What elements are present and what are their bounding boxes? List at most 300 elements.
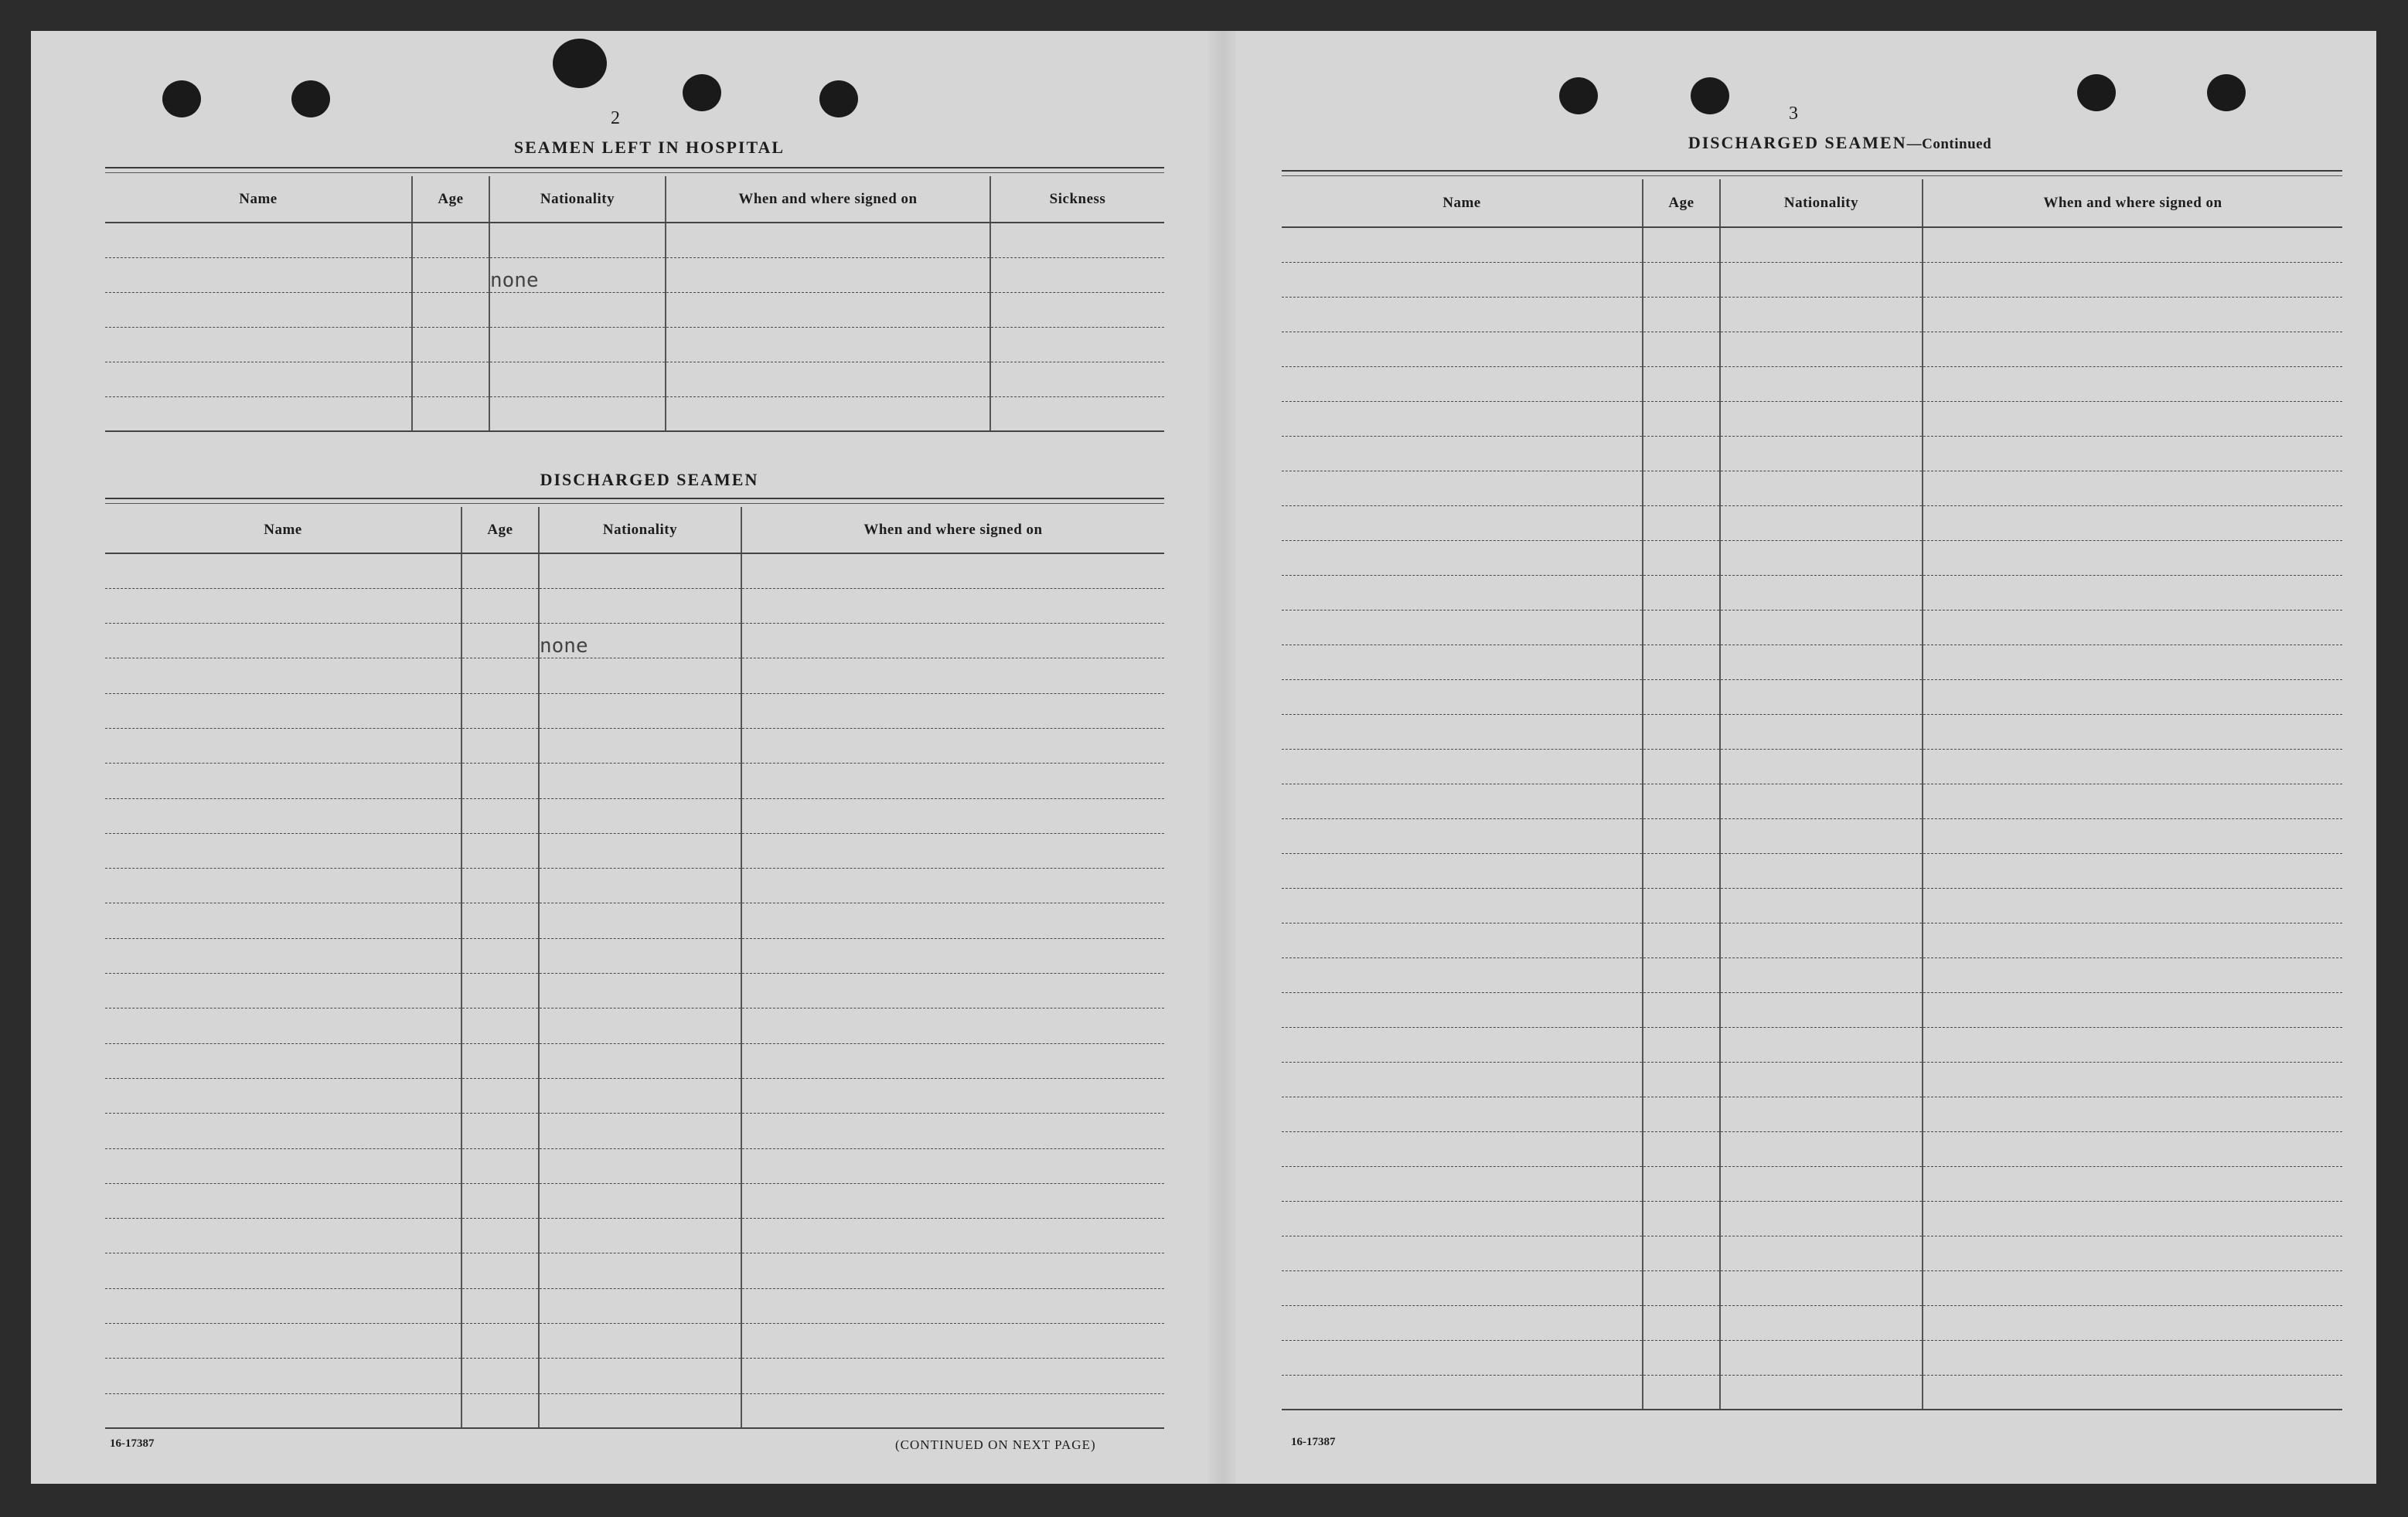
table-cell [1282, 401, 1643, 436]
table-cell [666, 327, 990, 362]
table-row [1282, 1166, 2342, 1201]
table-cell [666, 362, 990, 396]
title-suffix: —Continued [1906, 136, 1992, 152]
table-cell [462, 693, 539, 728]
table-cell [1643, 505, 1720, 540]
table-row [1282, 575, 2342, 610]
table-row [1282, 505, 2342, 540]
table-cell [105, 223, 412, 257]
table-cell [1923, 888, 2342, 923]
table-cell [105, 1008, 462, 1043]
table-row [1282, 1131, 2342, 1166]
table-cell [1282, 540, 1643, 575]
table-cell [990, 223, 1164, 257]
table-cell [1720, 1131, 1923, 1166]
table-cell [1720, 332, 1923, 366]
table-cell [1282, 610, 1643, 645]
table-row [105, 1324, 1164, 1359]
table-cell [741, 624, 1164, 658]
table-cell [1282, 1166, 1643, 1201]
col-header-age: Age [412, 176, 489, 223]
table-cell [539, 1219, 741, 1253]
table-cell [1923, 436, 2342, 471]
table-cell [990, 396, 1164, 431]
table-row [105, 1078, 1164, 1113]
table-cell [1923, 923, 2342, 957]
table-row [1282, 1340, 2342, 1375]
table-cell [741, 974, 1164, 1008]
table-cell [462, 1183, 539, 1218]
table-cell [990, 362, 1164, 396]
table-cell [1720, 540, 1923, 575]
table-cell [105, 362, 412, 396]
table-row [105, 327, 1164, 362]
table-cell [1720, 818, 1923, 853]
table-row [1282, 471, 2342, 505]
typed-entry: none [539, 624, 741, 658]
table-row [1282, 262, 2342, 297]
table-cell [1923, 1097, 2342, 1131]
table-cell [539, 1078, 741, 1113]
table-cell [1282, 505, 1643, 540]
table-cell [1643, 1305, 1720, 1340]
table-cell [1720, 1027, 1923, 1062]
punch-hole [553, 39, 607, 88]
page-number-right: 3 [1789, 104, 1798, 124]
table-cell [105, 1288, 462, 1323]
table-cell [1923, 471, 2342, 505]
table-cell [1282, 714, 1643, 749]
form-number-left: 16-17387 [110, 1437, 155, 1450]
table-cell [539, 728, 741, 763]
table-cell [539, 693, 741, 728]
table-row [1282, 332, 2342, 366]
table-row [105, 292, 1164, 327]
table-cell [1282, 679, 1643, 714]
ledger-sheet [31, 31, 2376, 1484]
col-header-when-where: When and where signed on [1923, 179, 2342, 227]
continued-note: (CONTINUED ON NEXT PAGE) [895, 1437, 1096, 1452]
table-cell [741, 693, 1164, 728]
table-cell [489, 362, 666, 396]
table-row [105, 658, 1164, 693]
punch-hole [1559, 77, 1598, 114]
table-row [1282, 1027, 2342, 1062]
table-cell [1643, 297, 1720, 332]
table-cell [462, 1359, 539, 1393]
table-row [1282, 1097, 2342, 1131]
table-cell [105, 588, 462, 623]
table-cell [1923, 957, 2342, 992]
table-row [1282, 749, 2342, 784]
table-cell [1643, 1062, 1720, 1097]
table-cell [1720, 262, 1923, 297]
table-cell [1282, 1131, 1643, 1166]
col-header-sickness: Sickness [990, 176, 1164, 223]
table-cell [462, 588, 539, 623]
table-cell [741, 1359, 1164, 1393]
table-cell [105, 833, 462, 868]
table-cell [1923, 784, 2342, 818]
table-cell [1923, 575, 2342, 610]
table-cell [741, 833, 1164, 868]
table-cell [1923, 297, 2342, 332]
table-cell [1282, 436, 1643, 471]
table-cell [105, 1393, 462, 1428]
table-cell [1643, 923, 1720, 957]
table-cell [1643, 888, 1720, 923]
table-cell [741, 1148, 1164, 1183]
table-cell [462, 1078, 539, 1113]
table-cell [539, 798, 741, 833]
table-cell [105, 1148, 462, 1183]
table-cell [1643, 1375, 1720, 1410]
table-cell [1643, 332, 1720, 366]
table-cell [1720, 888, 1923, 923]
table-row [105, 938, 1164, 973]
table-cell [105, 1043, 462, 1078]
table-cell [489, 223, 666, 257]
table-row [105, 1359, 1164, 1393]
table-cell [1923, 749, 2342, 784]
table-row [1282, 540, 2342, 575]
table-cell [1643, 436, 1720, 471]
table-cell [1643, 818, 1720, 853]
table-cell [1720, 401, 1923, 436]
table-cell [539, 833, 741, 868]
typed-entry: none [489, 257, 666, 292]
table-row [105, 223, 1164, 257]
table-cell [412, 327, 489, 362]
table-cell [1282, 784, 1643, 818]
table-cell [539, 938, 741, 973]
col-header-age: Age [462, 507, 539, 553]
table-cell [539, 869, 741, 903]
table-row [1282, 366, 2342, 401]
table-cell [539, 1324, 741, 1359]
punch-hole [2207, 74, 2246, 111]
table-cell [990, 257, 1164, 292]
table-cell [539, 903, 741, 938]
page-number-left: 2 [611, 108, 620, 128]
table-cell [105, 1183, 462, 1218]
table-row [1282, 1201, 2342, 1236]
table-row [1282, 610, 2342, 645]
table-cell [1720, 436, 1923, 471]
table-cell [462, 624, 539, 658]
table-cell [105, 938, 462, 973]
table-cell [462, 1114, 539, 1148]
table-cell [1282, 645, 1643, 679]
col-header-when-where: When and where signed on [666, 176, 990, 223]
table-cell [741, 798, 1164, 833]
table-cell [1720, 992, 1923, 1027]
table-cell [105, 798, 462, 833]
table-cell [1720, 1305, 1923, 1340]
table-cell [741, 1324, 1164, 1359]
table-cell [1282, 297, 1643, 332]
table-cell [1923, 992, 2342, 1027]
table-row [1282, 992, 2342, 1027]
table-cell [1720, 505, 1923, 540]
table-cell [1282, 923, 1643, 957]
table-row [105, 903, 1164, 938]
table-row [105, 396, 1164, 431]
table-cell [1282, 1340, 1643, 1375]
table-cell [1282, 471, 1643, 505]
table-cell [1282, 262, 1643, 297]
table-cell [1923, 1131, 2342, 1166]
table-cell [105, 764, 462, 798]
table-cell [1643, 749, 1720, 784]
table-row [105, 553, 1164, 588]
table-row [1282, 1270, 2342, 1305]
table-cell [741, 903, 1164, 938]
table-cell [1923, 366, 2342, 401]
table-cell [1720, 1166, 1923, 1201]
table-row [1282, 1062, 2342, 1097]
table-cell [1643, 957, 1720, 992]
table-cell [1643, 1097, 1720, 1131]
table-cell [1282, 227, 1643, 262]
table-cell [1923, 610, 2342, 645]
table-cell [462, 903, 539, 938]
table-cell [105, 624, 462, 658]
table-row [105, 1043, 1164, 1078]
table-cell [1282, 1236, 1643, 1270]
table-cell [105, 869, 462, 903]
table-cell [990, 292, 1164, 327]
table-cell [412, 396, 489, 431]
table-cell [1643, 992, 1720, 1027]
table-row [105, 1393, 1164, 1428]
table-row [105, 1008, 1164, 1043]
table-cell [462, 764, 539, 798]
table-cell [1643, 714, 1720, 749]
table-cell [1923, 645, 2342, 679]
table-cell [1282, 818, 1643, 853]
col-header-nationality: Nationality [1720, 179, 1923, 227]
table-cell [489, 396, 666, 431]
table-cell [105, 658, 462, 693]
table-row [1282, 1305, 2342, 1340]
table-cell [462, 553, 539, 588]
table-cell [105, 1253, 462, 1288]
table-row [1282, 957, 2342, 992]
table-cell [489, 292, 666, 327]
table-cell [1282, 1201, 1643, 1236]
table-cell [1282, 332, 1643, 366]
table-row [105, 833, 1164, 868]
table-cell [462, 658, 539, 693]
table-cell [1923, 1027, 2342, 1062]
table-row [1282, 818, 2342, 853]
table-cell [1923, 262, 2342, 297]
table-row [105, 257, 1164, 292]
table-cell [105, 728, 462, 763]
table-cell [1720, 575, 1923, 610]
table-cell [741, 1078, 1164, 1113]
table-cell [741, 1219, 1164, 1253]
form-number-right: 16-17387 [1291, 1436, 1336, 1448]
punch-hole [1691, 77, 1729, 114]
table-cell [1282, 1270, 1643, 1305]
right-top-rule [1282, 170, 2342, 176]
table-cell [741, 588, 1164, 623]
table-cell [1643, 1027, 1720, 1062]
table-cell [1720, 645, 1923, 679]
table-cell [1720, 679, 1923, 714]
col-header-nationality: Nationality [489, 176, 666, 223]
table-cell [1643, 610, 1720, 645]
title-text: DISCHARGED SEAMEN [1688, 133, 1907, 152]
table-cell [1923, 1270, 2342, 1305]
table-cell [105, 974, 462, 1008]
table-cell [1720, 366, 1923, 401]
table-cell [1720, 784, 1923, 818]
table-cell [539, 1253, 741, 1288]
table-cell [462, 1253, 539, 1288]
col-header-name: Name [1282, 179, 1643, 227]
table-cell [105, 396, 412, 431]
table-cell [1923, 714, 2342, 749]
table-cell [741, 1183, 1164, 1218]
table-cell [539, 1183, 741, 1218]
table-cell [412, 223, 489, 257]
table-cell [462, 1008, 539, 1043]
table-row [105, 1253, 1164, 1288]
table-row [105, 1114, 1164, 1148]
table-cell [1720, 1062, 1923, 1097]
discharged-top-rule [105, 498, 1164, 504]
table-cell [1720, 610, 1923, 645]
table-cell [1720, 714, 1923, 749]
table-cell [1282, 1027, 1643, 1062]
table-cell [539, 1114, 741, 1148]
table-cell [1923, 1166, 2342, 1201]
table-row [105, 1219, 1164, 1253]
table-cell [539, 553, 741, 588]
discharged-section-title: DISCHARGED SEAMEN [540, 470, 759, 489]
col-header-nationality: Nationality [539, 507, 741, 553]
table-row [1282, 714, 2342, 749]
table-cell [539, 1008, 741, 1043]
table-cell [1282, 992, 1643, 1027]
table-cell [1643, 471, 1720, 505]
table-cell [1720, 1340, 1923, 1375]
table-row [105, 1288, 1164, 1323]
table-row [1282, 784, 2342, 818]
table-cell [1923, 401, 2342, 436]
table-cell [1643, 1166, 1720, 1201]
table-cell [741, 728, 1164, 763]
table-cell [105, 327, 412, 362]
table-cell [741, 1288, 1164, 1323]
table-cell [412, 362, 489, 396]
table-cell [539, 1393, 741, 1428]
table-cell [741, 764, 1164, 798]
table-cell [1720, 923, 1923, 957]
table-cell [105, 903, 462, 938]
table-cell [666, 223, 990, 257]
col-header-age: Age [1643, 179, 1720, 227]
table-cell [1643, 1201, 1720, 1236]
col-header-name: Name [105, 507, 462, 553]
table-cell [666, 257, 990, 292]
table-cell [105, 257, 412, 292]
table-cell [741, 553, 1164, 588]
table-row [105, 974, 1164, 1008]
table-cell [1720, 957, 1923, 992]
table-cell [1923, 1062, 2342, 1097]
table-cell [539, 588, 741, 623]
col-header-when-where: When and where signed on [741, 507, 1164, 553]
table-cell [1923, 1305, 2342, 1340]
table-cell [666, 292, 990, 327]
table-cell [539, 764, 741, 798]
table-cell [1923, 1201, 2342, 1236]
table-cell [1643, 401, 1720, 436]
table-cell [105, 693, 462, 728]
table-cell [1720, 1236, 1923, 1270]
table-cell [539, 1288, 741, 1323]
table-cell [412, 292, 489, 327]
table-cell [1643, 784, 1720, 818]
table-row [105, 693, 1164, 728]
hospital-table [105, 176, 1164, 432]
table-cell [741, 658, 1164, 693]
col-header-name: Name [105, 176, 412, 223]
table-cell [1720, 853, 1923, 888]
table-cell [1923, 505, 2342, 540]
table-cell [462, 974, 539, 1008]
table-cell [1720, 749, 1923, 784]
table-cell [1643, 540, 1720, 575]
table-cell [1282, 1305, 1643, 1340]
table-row [1282, 645, 2342, 679]
table-cell [1643, 853, 1720, 888]
punch-hole [291, 80, 330, 117]
table-cell [1923, 332, 2342, 366]
table-cell [489, 327, 666, 362]
table-cell [105, 292, 412, 327]
table-cell [539, 974, 741, 1008]
table-row [1282, 1236, 2342, 1270]
table-row [1282, 923, 2342, 957]
punch-hole [162, 80, 201, 117]
table-cell [105, 1078, 462, 1113]
table-cell [1282, 957, 1643, 992]
table-cell [462, 1043, 539, 1078]
table-row [1282, 227, 2342, 262]
table-cell [1282, 888, 1643, 923]
table-cell [1282, 1375, 1643, 1410]
table-cell [1643, 262, 1720, 297]
table-row [105, 624, 1164, 658]
table-cell [1923, 540, 2342, 575]
table-cell [1282, 1097, 1643, 1131]
table-cell [741, 869, 1164, 903]
table-cell [539, 1043, 741, 1078]
hospital-top-rule [105, 167, 1164, 173]
table-cell [1282, 575, 1643, 610]
table-cell [539, 1359, 741, 1393]
table-row [105, 1148, 1164, 1183]
table-cell [105, 1324, 462, 1359]
table-cell [1282, 1062, 1643, 1097]
table-cell [462, 1288, 539, 1323]
table-row [105, 728, 1164, 763]
